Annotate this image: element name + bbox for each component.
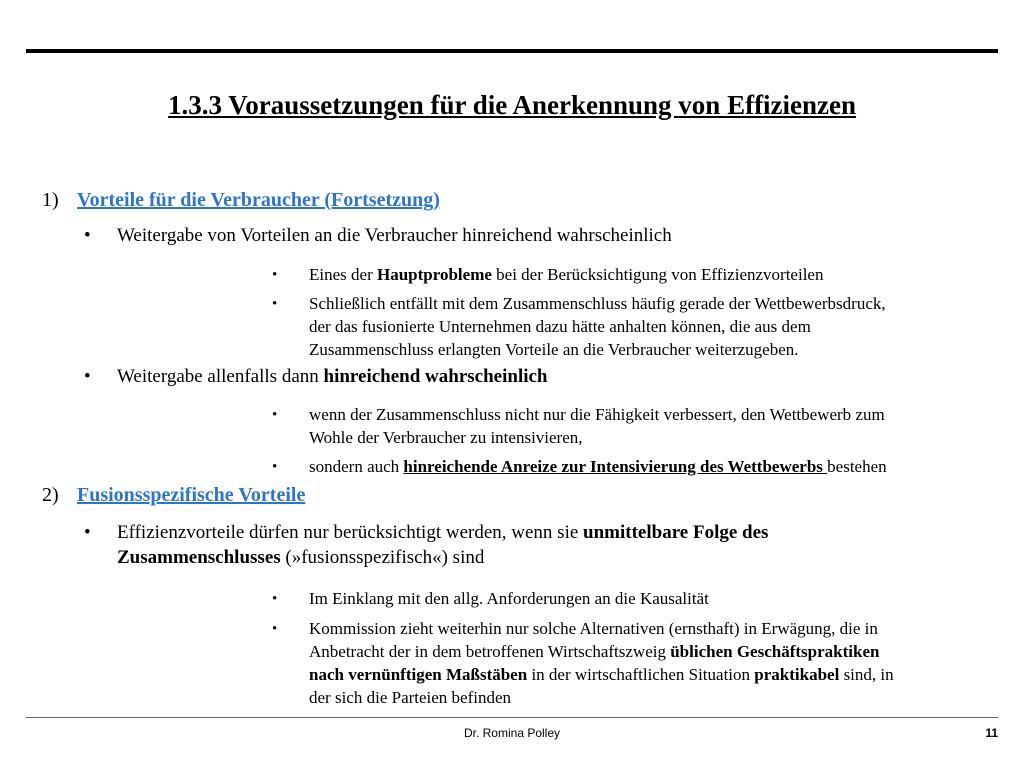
sub-1-2-1-line2: Wohle der Verbraucher zu intensivieren, [309, 428, 583, 447]
bullet-1-2-text: Weitergabe allenfalls dann hinreichend wahrscheinlich [117, 366, 548, 387]
sub-1-1-2-line3: Zusammenschluss erlangten Vorteile an die Verbraucher weiterzugeben. [309, 340, 799, 359]
sub-2-1-2-marker: • [272, 621, 278, 637]
sub-2-1-2-line2: Anbetracht der in dem betroffenen Wirtschaftszweig üblichen Geschäftspraktiken [309, 642, 880, 661]
bullet-1-2-marker: • [84, 366, 91, 387]
section-1-number: 1) [42, 189, 59, 211]
section-2-number: 2) [42, 484, 59, 506]
slide-title: 1.3.3 Voraussetzungen für die Anerkennung von Effizienzen [167, 90, 857, 120]
top-rule [26, 49, 998, 53]
sub-2-1-1-marker: • [272, 591, 278, 607]
sub-2-1-2-line1: Kommission zieht weiterhin nur solche Alternativen (ernsthaft) in Erwägung, die in [309, 619, 878, 638]
sub-2-1-1-text: Im Einklang mit den allg. Anforderungen an die Kausalität [309, 589, 709, 608]
sub-2-1-2-line4: der sich die Parteien befinden [309, 688, 512, 707]
bullet-2-1-line1: Effizienzvorteile dürfen nur berücksichtigt werden, wenn sie unmittelbare Folge des [117, 522, 769, 543]
sub-1-1-2-line1: Schließlich entfällt mit dem Zusammenschluss häufig gerade der Wettbewerbsdruck, [309, 294, 886, 313]
bullet-2-1-marker: • [84, 522, 91, 543]
sub-1-1-2-line2: der das fusionierte Unternehmen dazu hätte anhalten können, die aus dem [309, 317, 811, 336]
sub-1-1-1-marker: • [272, 267, 278, 283]
bullet-1-1-text: Weitergabe von Vorteilen an die Verbraucher hinreichend wahrscheinlich [117, 225, 672, 246]
section-1-heading: Vorteile für die Verbraucher (Fortsetzung) [77, 189, 440, 211]
sub-1-2-1-line1: wenn der Zusammenschluss nicht nur die Fähigkeit verbessert, den Wettbewerb zum [309, 405, 885, 424]
sub-1-1-1-text: Eines der Hauptprobleme bei der Berücksichtigung von Effizienzvorteilen [309, 265, 824, 284]
footer-author: Dr. Romina Polley [463, 726, 561, 740]
bullet-1-1-marker: • [84, 225, 91, 246]
page-number: 11 [985, 726, 998, 740]
sub-1-2-2-marker: • [272, 459, 278, 475]
sub-2-1-2-line3: nach vernünftigen Maßstäben in der wirtschaftlichen Situation praktikabel sind, in [309, 665, 894, 684]
sub-1-1-2-marker: • [272, 296, 278, 312]
bottom-rule [26, 717, 998, 718]
section-2-heading: Fusionsspezifische Vorteile [77, 484, 306, 506]
sub-1-2-2-text: sondern auch hinreichende Anreize zur Intensivierung des Wettbewerbs bestehen [309, 457, 887, 476]
bullet-2-1-line2: Zusammenschlusses (»fusionsspezifisch«) sind [117, 547, 485, 568]
sub-1-2-1-marker: • [272, 407, 278, 423]
